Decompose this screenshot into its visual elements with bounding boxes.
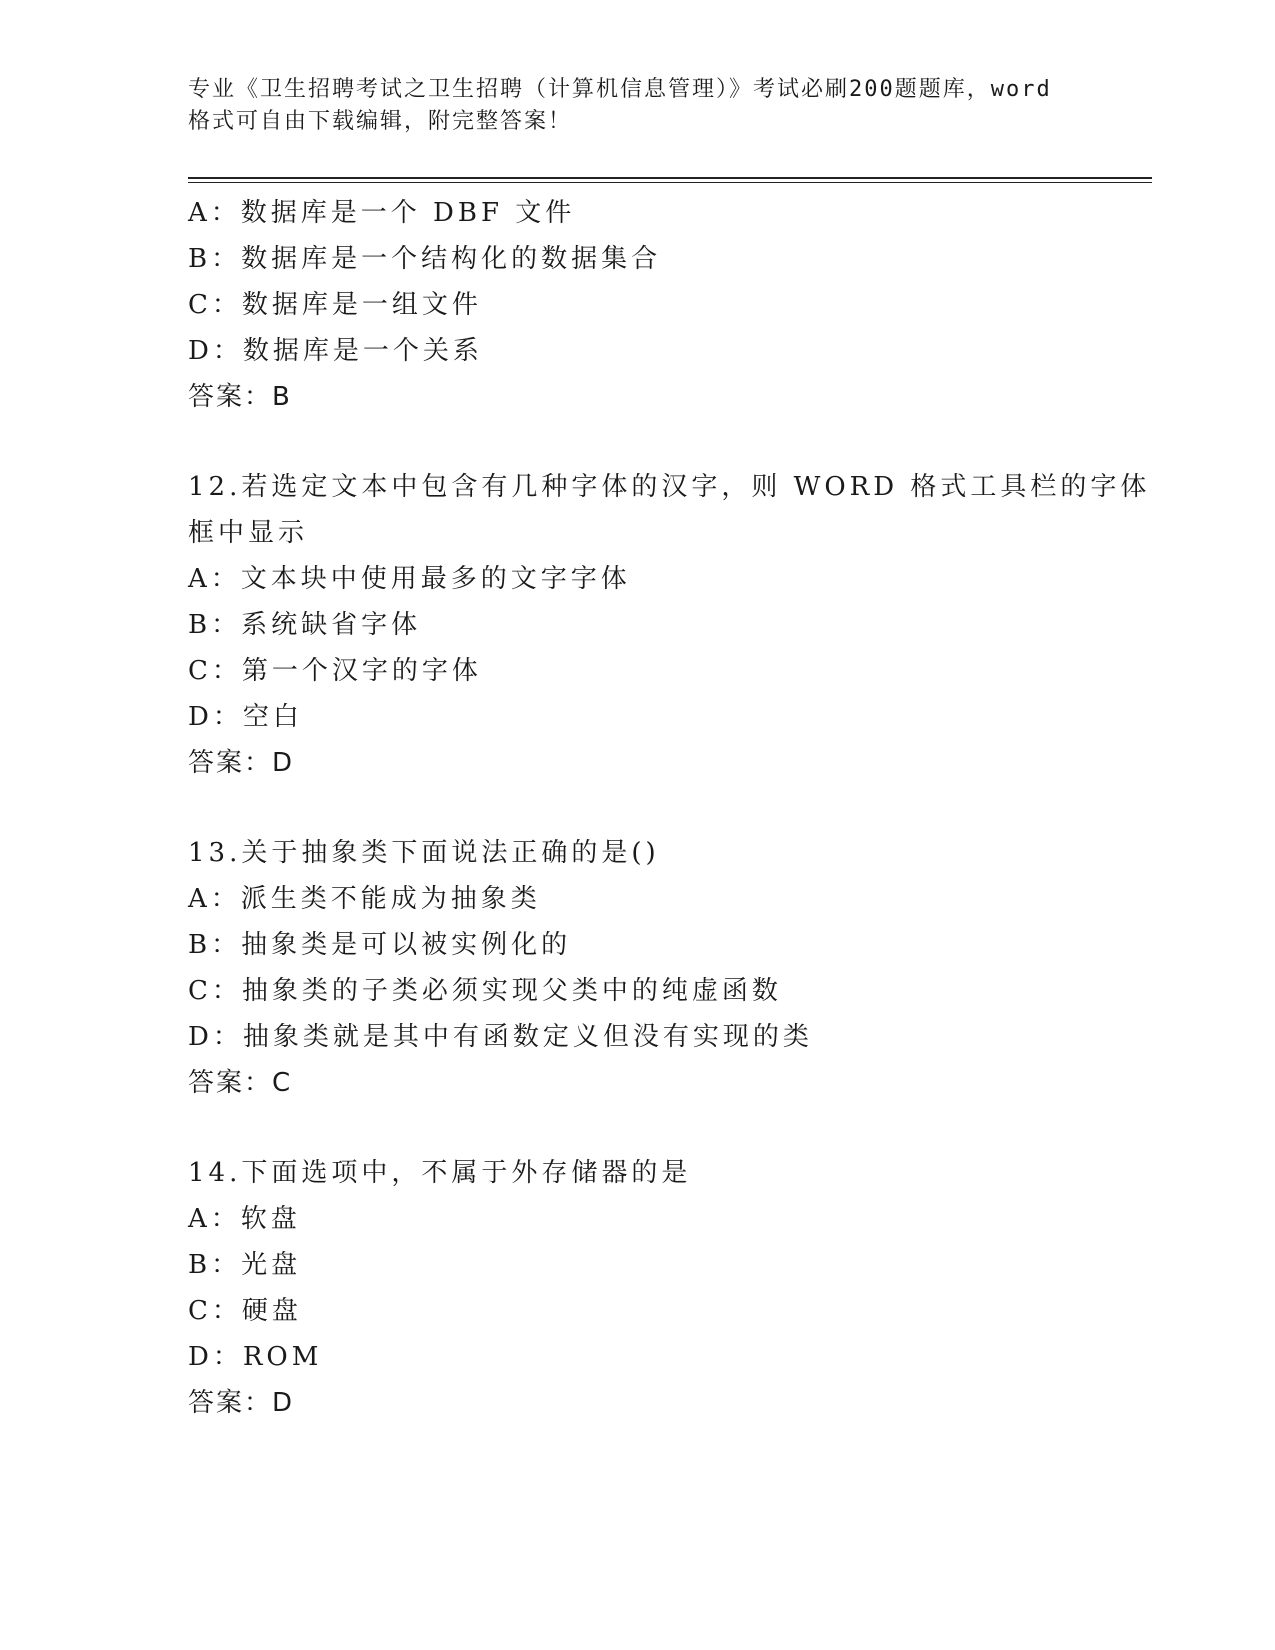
option-b: B：数据库是一个结构化的数据集合 xyxy=(188,244,662,274)
option-d: D：空白 xyxy=(188,702,303,732)
option-d: D：数据库是一个关系 xyxy=(188,336,483,366)
question-stem: 14.下面选项中，不属于外存储器的是 xyxy=(188,1158,692,1188)
option-b: B：光盘 xyxy=(188,1250,302,1280)
question-list xyxy=(188,190,1151,1426)
option-a: A：派生类不能成为抽象类 xyxy=(188,884,541,914)
answer-line: 答案：C xyxy=(188,1068,293,1098)
question-12 xyxy=(188,464,1151,786)
option-d: D：ROM xyxy=(188,1342,323,1372)
option-a: A：数据库是一个 DBF 文件 xyxy=(188,198,576,228)
header-divider-thin xyxy=(188,182,1152,183)
answer-line: 答案：D xyxy=(188,748,295,778)
spacer xyxy=(188,1106,1128,1150)
spacer xyxy=(188,420,1128,464)
answer-line: 答案：B xyxy=(188,382,292,412)
option-c: C：数据库是一组文件 xyxy=(188,290,482,320)
option-b: B：系统缺省字体 xyxy=(188,610,422,640)
option-b: B：抽象类是可以被实例化的 xyxy=(188,930,572,960)
option-a: A：文本块中使用最多的文字字体 xyxy=(188,564,631,594)
header-line-2: 格式可自由下载编辑，附完整答案！ xyxy=(188,109,573,134)
header-divider-thick xyxy=(188,177,1152,179)
answer-line: 答案：D xyxy=(188,1388,295,1418)
option-c: C：硬盘 xyxy=(188,1296,302,1326)
question-14 xyxy=(188,1150,1128,1426)
option-a: A：软盘 xyxy=(188,1204,301,1234)
question-stem: 13.关于抽象类下面说法正确的是() xyxy=(188,838,660,868)
question-stem: 12.若选定文本中包含有几种字体的汉字，则 WORD 格式工具栏的字体 xyxy=(188,472,1151,502)
option-c: C：第一个汉字的字体 xyxy=(188,656,482,686)
question-stem-continued: 框中显示 xyxy=(188,518,309,548)
header-line-1: 专业《卫生招聘考试之卫生招聘（计算机信息管理）》考试必刷200题题库，word xyxy=(188,77,1052,102)
option-c: C：抽象类的子类必须实现父类中的纯虚函数 xyxy=(188,976,782,1006)
spacer xyxy=(188,786,1128,830)
question-13 xyxy=(188,830,1128,1106)
option-d: D：抽象类就是其中有函数定义但没有实现的类 xyxy=(188,1022,813,1052)
question-11 xyxy=(188,190,1128,420)
document-header xyxy=(188,74,1088,138)
